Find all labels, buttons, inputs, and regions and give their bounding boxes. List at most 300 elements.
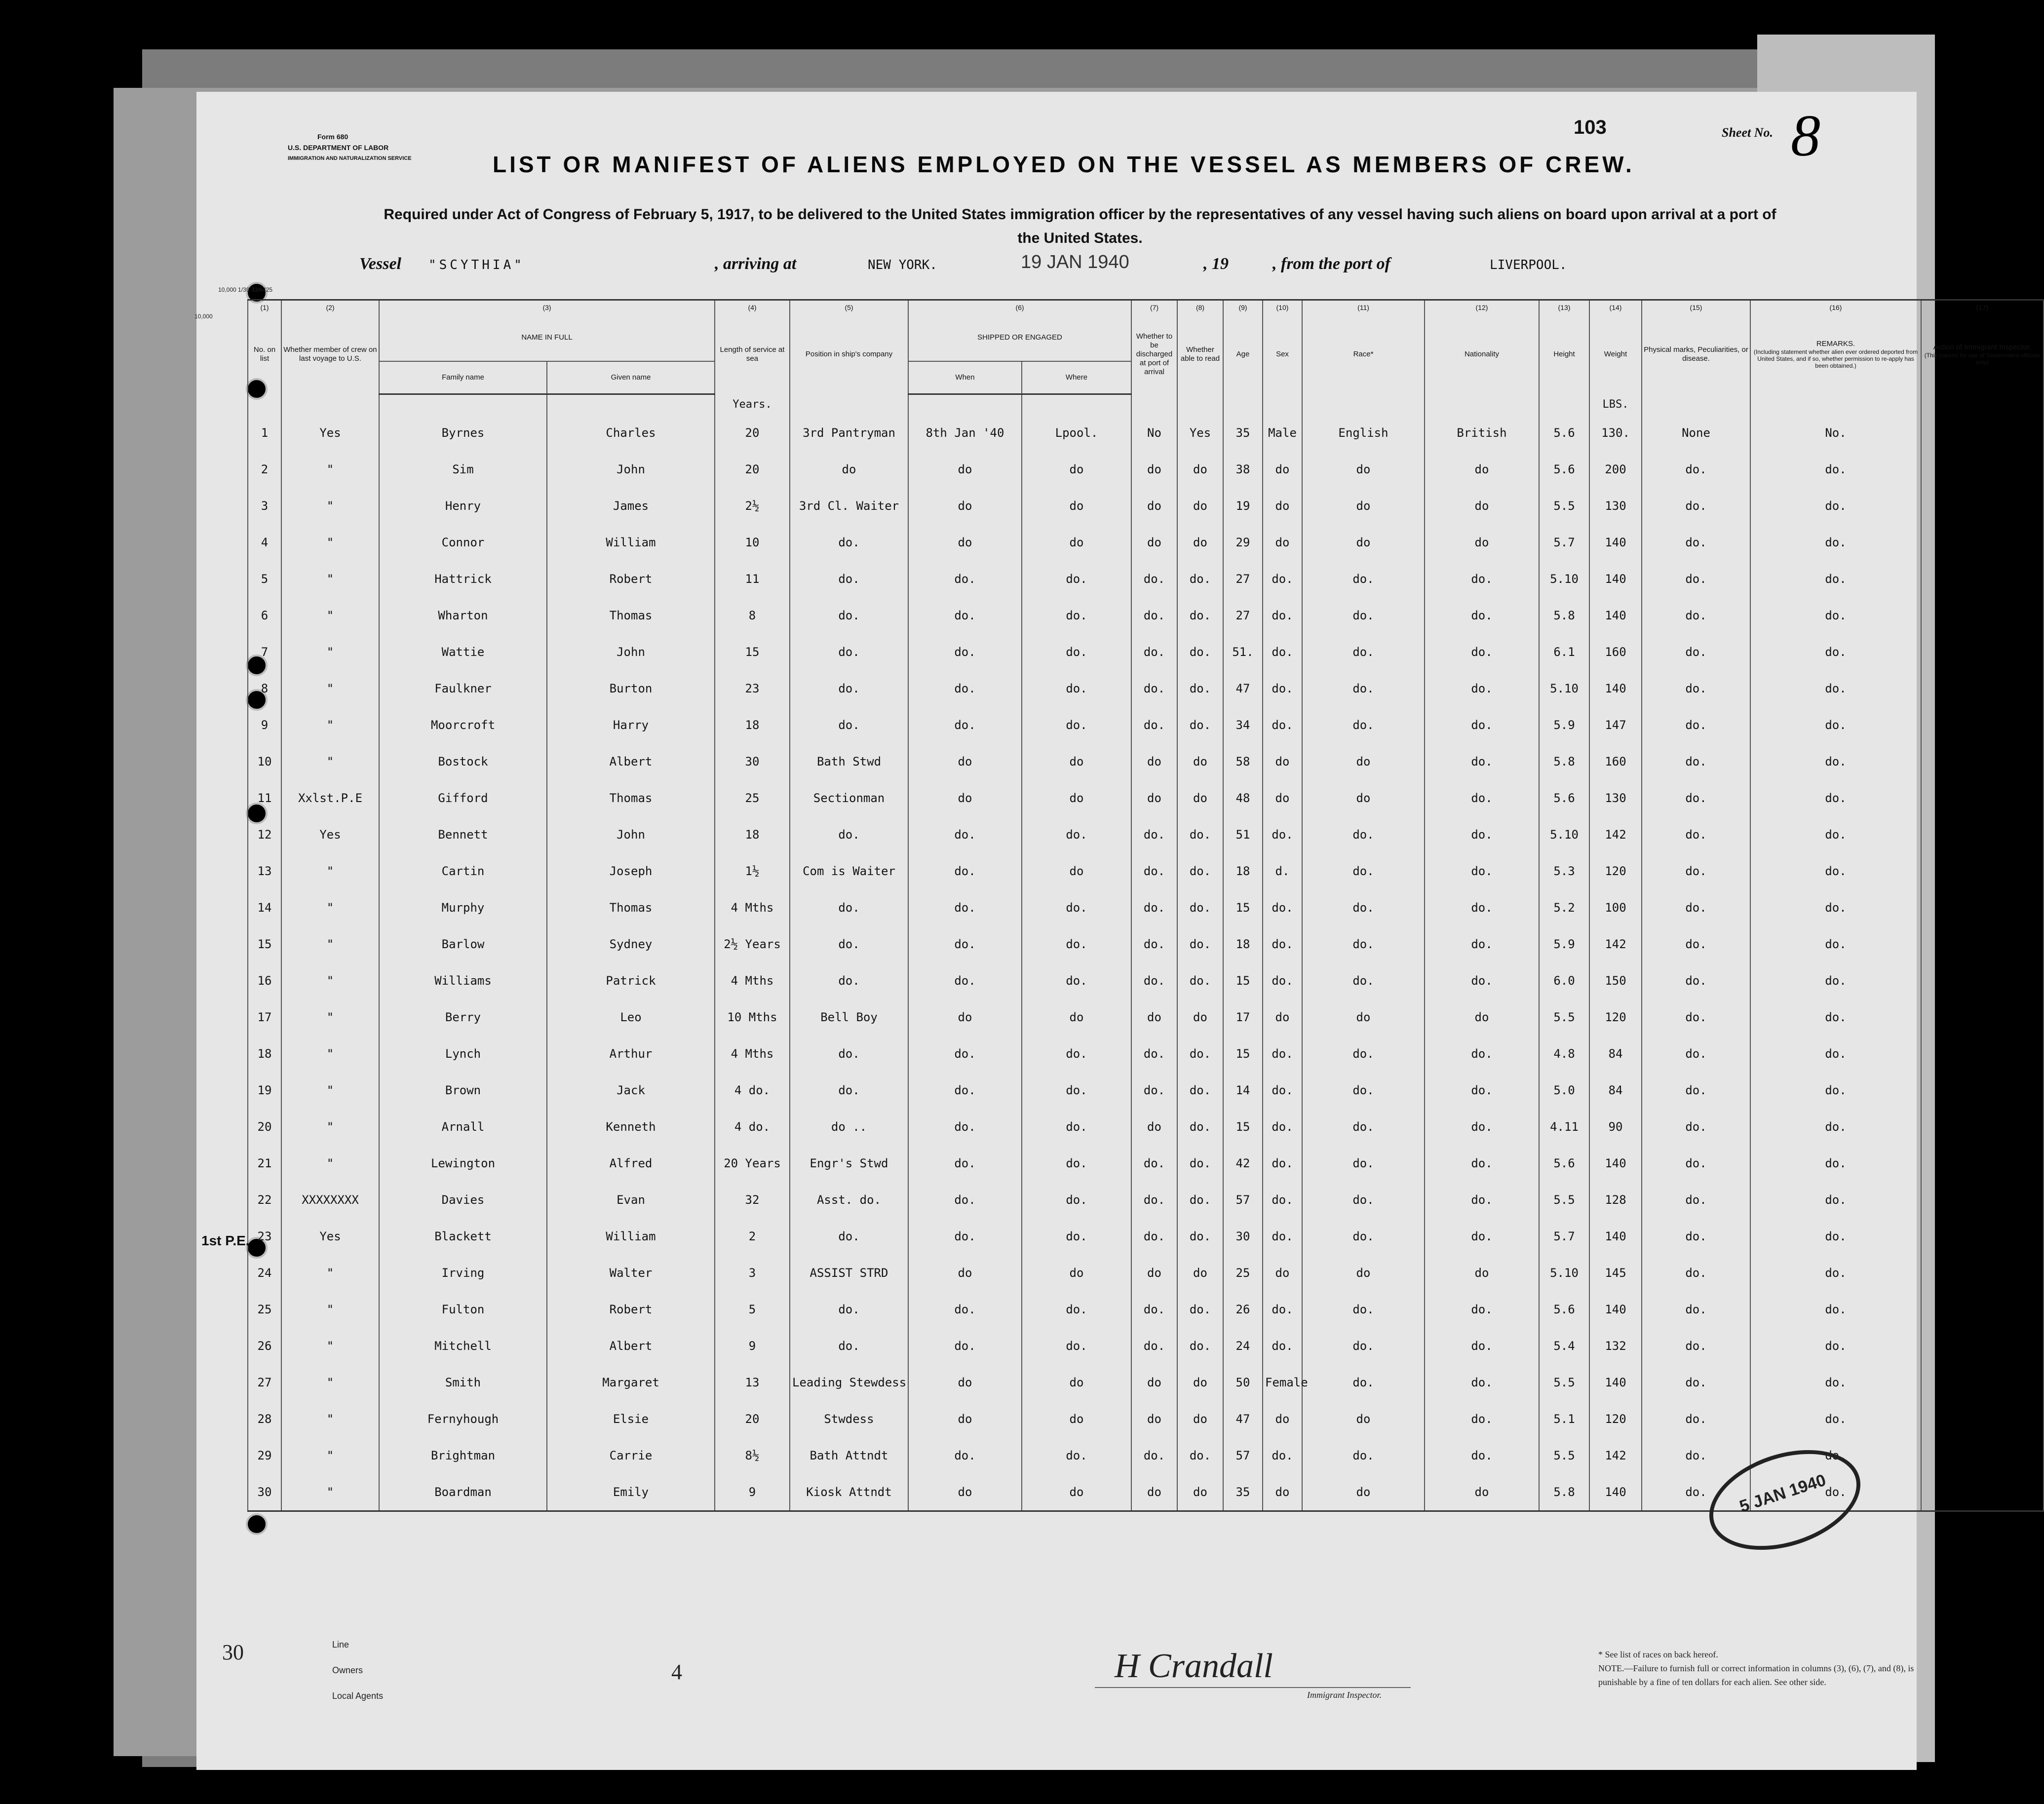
cell-shipped-where: do. [1022,962,1131,999]
handwritten-mark: 4 [671,1660,682,1684]
cell-length-of-service: 3 [715,1255,790,1291]
cell-height: 5.6 [1539,1291,1589,1328]
cell-physical-marks: do. [1642,1291,1750,1328]
cell-shipped-where: do. [1022,634,1131,670]
header-given-name: Given name [547,361,715,394]
header-remarks-title: REMARKS. [1816,339,1855,348]
cell-remarks: do. [1750,1474,1921,1511]
cell-nationality: do. [1425,1145,1539,1182]
cell-row-number: 25 [248,1291,281,1328]
weight-unit: LBS. [1589,394,1642,415]
cell-last-voyage: " [281,634,379,670]
table-row [248,926,2044,962]
cell-shipped-when: do [908,451,1022,488]
cell-able-to-read: do. [1177,962,1223,999]
footer-labels [332,1632,383,1709]
table-row [248,597,2044,634]
cell-given-name: Joseph [547,853,715,889]
cell-remarks: do. [1750,1255,1921,1291]
cell-age: 27 [1223,597,1263,634]
cell-given-name: William [547,1218,715,1255]
cell-height: 5.4 [1539,1328,1589,1364]
cell-remarks: do. [1750,780,1921,816]
cell-able-to-read: do. [1177,561,1223,597]
cell-height: 5.7 [1539,1218,1589,1255]
cell-nationality: do. [1425,1182,1539,1218]
cell-physical-marks: do. [1642,780,1750,816]
cell-row-number: 3 [248,488,281,524]
cell-family-name: Faulkner [379,670,547,707]
cell-weight: 140 [1589,1364,1642,1401]
cell-physical-marks: do. [1642,1218,1750,1255]
cell-race: do [1302,488,1425,524]
cell-race: do. [1302,1437,1425,1474]
cell-last-voyage: " [281,1364,379,1401]
cell-position: do. [790,597,908,634]
cell-age: 58 [1223,743,1263,780]
header-shipped-or-engaged: SHIPPED OR ENGAGED [908,314,1131,361]
cell-physical-marks: do. [1642,743,1750,780]
cell-remarks: do. [1750,743,1921,780]
cell-physical-marks: do. [1642,1328,1750,1364]
cell-shipped-when: do [908,1474,1022,1511]
cell-last-voyage: " [281,1401,379,1437]
cell-length-of-service: 4 do. [715,1109,790,1145]
cell-last-voyage: " [281,926,379,962]
cell-race: do [1302,1474,1425,1511]
cell-physical-marks: do. [1642,1401,1750,1437]
cell-length-of-service: 32 [715,1182,790,1218]
cell-weight: 84 [1589,1036,1642,1072]
cell-shipped-when: do [908,743,1022,780]
column-number-row [248,300,2044,315]
cell-nationality: do. [1425,1437,1539,1474]
cell-shipped-where: do. [1022,1109,1131,1145]
cell-age: 50 [1223,1364,1263,1401]
cell-physical-marks: do. [1642,1145,1750,1182]
column-number: (15) [1642,300,1750,315]
cell-able-to-read: do. [1177,1145,1223,1182]
cell-height: 6.1 [1539,634,1589,670]
cell-length-of-service: 18 [715,816,790,853]
cell-remarks: do. [1750,962,1921,999]
cell-position: do. [790,524,908,561]
cell-length-of-service: 20 Years [715,1145,790,1182]
cell-family-name: Lewington [379,1145,547,1182]
cell-row-number: 30 [248,1474,281,1511]
cell-shipped-when: do. [908,1328,1022,1364]
cell-sex: do [1263,451,1302,488]
cell-last-voyage: " [281,451,379,488]
cell-able-to-read: do. [1177,1437,1223,1474]
cell-age: 25 [1223,1255,1263,1291]
cell-last-voyage: " [281,1474,379,1511]
arriving-port: NEW YORK. [868,258,937,272]
cell-able-to-read: do [1177,999,1223,1036]
cell-weight: 130 [1589,488,1642,524]
cell-physical-marks: do. [1642,707,1750,743]
cell-sex: do [1263,524,1302,561]
cell-shipped-where: do. [1022,670,1131,707]
cell-discharged: do. [1131,561,1177,597]
cell-position: ASSIST STRD [790,1255,908,1291]
cell-age: 34 [1223,707,1263,743]
cell-given-name: John [547,816,715,853]
cell-given-name: Albert [547,743,715,780]
cell-race: do. [1302,889,1425,926]
cell-family-name: Connor [379,524,547,561]
cell-inspector-action [1921,999,2044,1036]
cell-weight: 142 [1589,816,1642,853]
cell-row-number: 11 [248,780,281,816]
cell-nationality: do. [1425,816,1539,853]
cell-inspector-action [1921,1255,2044,1291]
cell-row-number: 19 [248,1072,281,1109]
cell-sex: do [1263,999,1302,1036]
cell-remarks: do. [1750,1145,1921,1182]
cell-inspector-action [1921,1364,2044,1401]
cell-sex: do. [1263,634,1302,670]
cell-weight: 84 [1589,1072,1642,1109]
cell-position: 3rd Cl. Waiter [790,488,908,524]
table-row [248,1182,2044,1218]
cell-row-number: 16 [248,962,281,999]
office-stamp-date: 5 JAN 1940 [1737,1470,1828,1516]
table-row [248,561,2044,597]
cell-row-number: 10 [248,743,281,780]
cell-age: 19 [1223,488,1263,524]
cell-shipped-where: do. [1022,597,1131,634]
cell-race: do. [1302,853,1425,889]
cell-age: 17 [1223,999,1263,1036]
table-row [248,488,2044,524]
cell-last-voyage: " [281,524,379,561]
cell-race: do. [1302,1291,1425,1328]
cell-last-voyage: Yes [281,1218,379,1255]
cell-row-number: 12 [248,816,281,853]
cell-able-to-read: do [1177,1255,1223,1291]
cell-shipped-when: do. [908,853,1022,889]
cell-shipped-where: do [1022,743,1131,780]
cell-discharged: do. [1131,853,1177,889]
year-label: , 19 [1203,255,1229,273]
cell-age: 47 [1223,1401,1263,1437]
cell-length-of-service: 11 [715,561,790,597]
cell-last-voyage: XXXXXXXX [281,1182,379,1218]
cell-given-name: Burton [547,670,715,707]
column-number: (16) [1750,300,1921,315]
column-number: (3) [379,300,715,315]
cell-race: do. [1302,816,1425,853]
cell-inspector-action [1921,597,2044,634]
cell-height: 5.6 [1539,780,1589,816]
table-row [248,1328,2044,1364]
cell-given-name: Thomas [547,780,715,816]
vessel-label: Vessel [359,255,401,273]
cell-able-to-read: do [1177,743,1223,780]
cell-height: 5.10 [1539,1255,1589,1291]
cell-able-to-read: do. [1177,1072,1223,1109]
cell-last-voyage: " [281,962,379,999]
cell-discharged: do. [1131,1291,1177,1328]
cell-able-to-read: do. [1177,1109,1223,1145]
cell-row-number: 29 [248,1437,281,1474]
cell-length-of-service: 20 [715,451,790,488]
cell-family-name: Byrnes [379,415,547,451]
cell-length-of-service: 9 [715,1474,790,1511]
cell-discharged: do [1131,451,1177,488]
department-name: U.S. DEPARTMENT OF LABOR [288,144,389,152]
cell-length-of-service: 9 [715,1328,790,1364]
cell-last-voyage: " [281,999,379,1036]
cell-family-name: Fernyhough [379,1401,547,1437]
table-row [248,634,2044,670]
table-row [248,1291,2044,1328]
handwritten-total: 30 [222,1640,244,1664]
cell-length-of-service: 4 do. [715,1072,790,1109]
header-where: Where [1022,361,1131,394]
cell-remarks: do. [1750,816,1921,853]
table-row [248,451,2044,488]
crew-manifest-table [247,299,2044,1512]
cell-given-name: Albert [547,1328,715,1364]
cell-inspector-action [1921,853,2044,889]
table-row [248,1109,2044,1145]
cell-last-voyage: " [281,1109,379,1145]
cell-family-name: Wharton [379,597,547,634]
cell-family-name: Hattrick [379,561,547,597]
cell-family-name: Davies [379,1182,547,1218]
cell-able-to-read: do. [1177,597,1223,634]
cell-physical-marks: do. [1642,1255,1750,1291]
cell-length-of-service: 4 Mths [715,889,790,926]
cell-nationality: do. [1425,743,1539,780]
cell-inspector-action [1921,415,2044,451]
cell-family-name: Lynch [379,1036,547,1072]
cell-nationality: do [1425,524,1539,561]
cell-weight: 120 [1589,999,1642,1036]
cell-position: do. [790,707,908,743]
cell-position: do. [790,670,908,707]
cell-physical-marks: do. [1642,488,1750,524]
cell-weight: 120 [1589,1401,1642,1437]
header-row [248,314,2044,361]
cell-row-number: 13 [248,853,281,889]
cell-discharged: do [1131,1474,1177,1511]
cell-race: do. [1302,926,1425,962]
cell-last-voyage: " [281,561,379,597]
cell-length-of-service: 8½ [715,1437,790,1474]
cell-length-of-service: 20 [715,415,790,451]
cell-last-voyage: " [281,597,379,634]
cell-given-name: Leo [547,999,715,1036]
cell-shipped-when: do. [908,1182,1022,1218]
sheet-label: Sheet No. [1722,125,1773,140]
cell-able-to-read: do. [1177,1328,1223,1364]
cell-given-name: Arthur [547,1036,715,1072]
cell-able-to-read: do [1177,780,1223,816]
cell-sex: do. [1263,889,1302,926]
cell-weight: 140 [1589,561,1642,597]
cell-sex: do. [1263,1182,1302,1218]
cell-height: 5.5 [1539,1364,1589,1401]
header-inspector-action [1921,314,2044,394]
cell-physical-marks: do. [1642,1109,1750,1145]
cell-weight: 100 [1589,889,1642,926]
cell-last-voyage: " [281,1036,379,1072]
cell-nationality: do. [1425,707,1539,743]
cell-given-name: Emily [547,1474,715,1511]
cell-able-to-read: do. [1177,1036,1223,1072]
cell-physical-marks: do. [1642,853,1750,889]
cell-last-voyage: " [281,488,379,524]
cell-age: 51. [1223,634,1263,670]
cell-discharged: No [1131,415,1177,451]
cell-able-to-read: do [1177,488,1223,524]
cell-shipped-when: do. [908,1437,1022,1474]
cell-height: 4.11 [1539,1109,1589,1145]
cell-height: 5.6 [1539,1145,1589,1182]
cell-sex: do. [1263,561,1302,597]
cell-sex: do. [1263,1109,1302,1145]
table-row [248,1036,2044,1072]
cell-inspector-action [1921,1474,2044,1511]
margin-note-first-pe: 1st P.E. [201,1233,250,1248]
header-position: Position in ship's company [790,314,908,394]
cell-age: 26 [1223,1291,1263,1328]
cell-last-voyage: " [281,1072,379,1109]
cell-family-name: Barlow [379,926,547,962]
cell-length-of-service: 2½ [715,488,790,524]
cell-discharged: do [1131,1109,1177,1145]
cell-inspector-action [1921,1328,2044,1364]
cell-remarks: do. [1750,889,1921,926]
header-inspector-note: (This column for use of Government officials only) [1924,351,2041,366]
cell-nationality: do. [1425,1109,1539,1145]
header-last-voyage: Whether member of crew on last voyage to U.S. [281,314,379,394]
cell-row-number: 7 [248,634,281,670]
cell-position: Bath Stwd [790,743,908,780]
cell-position: do. [790,1218,908,1255]
cell-row-number: 8 [248,670,281,707]
cell-sex: do [1263,1255,1302,1291]
cell-nationality: do. [1425,561,1539,597]
cell-able-to-read: do [1177,1474,1223,1511]
cell-shipped-where: do. [1022,1218,1131,1255]
table-row [248,1401,2044,1437]
arriving-label: , arriving at [715,255,797,273]
column-number: (6) [908,300,1131,315]
cell-race: English [1302,415,1425,451]
cell-discharged: do. [1131,1072,1177,1109]
table-row [248,816,2044,853]
cell-position: Stwdess [790,1401,908,1437]
cell-last-voyage: " [281,743,379,780]
cell-able-to-read: do. [1177,634,1223,670]
header-remarks [1750,314,1921,394]
cell-race: do. [1302,1182,1425,1218]
cell-physical-marks: do. [1642,451,1750,488]
cell-last-voyage: " [281,1255,379,1291]
cell-race: do. [1302,1364,1425,1401]
column-number: (5) [790,300,908,315]
cell-sex: do. [1263,1036,1302,1072]
cell-discharged: do. [1131,926,1177,962]
cell-length-of-service: 20 [715,1401,790,1437]
cell-remarks: do. [1750,597,1921,634]
cell-nationality: do. [1425,1328,1539,1364]
cell-position: do. [790,926,908,962]
cell-shipped-where: do. [1022,1291,1131,1328]
cell-length-of-service: 10 [715,524,790,561]
cell-shipped-where: do [1022,1255,1131,1291]
cell-position: do. [790,816,908,853]
cell-height: 5.5 [1539,999,1589,1036]
cell-last-voyage: " [281,707,379,743]
cell-nationality: do. [1425,1072,1539,1109]
cell-weight: 130 [1589,780,1642,816]
cell-discharged: do [1131,1255,1177,1291]
cell-age: 57 [1223,1437,1263,1474]
cell-age: 18 [1223,926,1263,962]
table-row [248,889,2044,926]
cell-remarks: do. [1750,707,1921,743]
cell-row-number: 4 [248,524,281,561]
cell-inspector-action [1921,488,2044,524]
table-row [248,524,2044,561]
cell-position: do. [790,561,908,597]
cell-weight: 140 [1589,1218,1642,1255]
cell-shipped-where: do. [1022,926,1131,962]
cell-position: do. [790,1072,908,1109]
cell-sex: do. [1263,670,1302,707]
cell-nationality: do [1425,488,1539,524]
column-number: (1) [248,300,281,315]
cell-given-name: Alfred [547,1145,715,1182]
cell-race: do. [1302,597,1425,634]
cell-race: do. [1302,962,1425,999]
cell-able-to-read: do. [1177,707,1223,743]
cell-weight: 150 [1589,962,1642,999]
header-length-of-service: Length of service at sea [715,314,790,394]
cell-height: 4.8 [1539,1036,1589,1072]
cell-nationality: do. [1425,1401,1539,1437]
cell-length-of-service: 5 [715,1291,790,1328]
cell-shipped-where: do. [1022,1072,1131,1109]
cell-physical-marks: do. [1642,1437,1750,1474]
cell-nationality: do. [1425,1036,1539,1072]
cell-position: Asst. do. [790,1182,908,1218]
column-number: (17) [1921,300,2044,315]
cell-inspector-action [1921,1291,2044,1328]
cell-physical-marks: do. [1642,597,1750,634]
cell-able-to-read: do. [1177,1218,1223,1255]
cell-position: do. [790,889,908,926]
header-age: Age [1223,314,1263,394]
cell-weight: 140 [1589,524,1642,561]
cell-height: 5.10 [1539,670,1589,707]
column-number: (7) [1131,300,1177,315]
cell-family-name: Mitchell [379,1328,547,1364]
cell-length-of-service: 4 Mths [715,1036,790,1072]
cell-row-number: 14 [248,889,281,926]
cell-family-name: Brightman [379,1437,547,1474]
cell-shipped-where: do [1022,853,1131,889]
line-label: Line [332,1640,349,1650]
cell-nationality: do. [1425,634,1539,670]
footnote-races: * See list of races on back hereof. [1598,1650,1718,1659]
cell-given-name: William [547,524,715,561]
